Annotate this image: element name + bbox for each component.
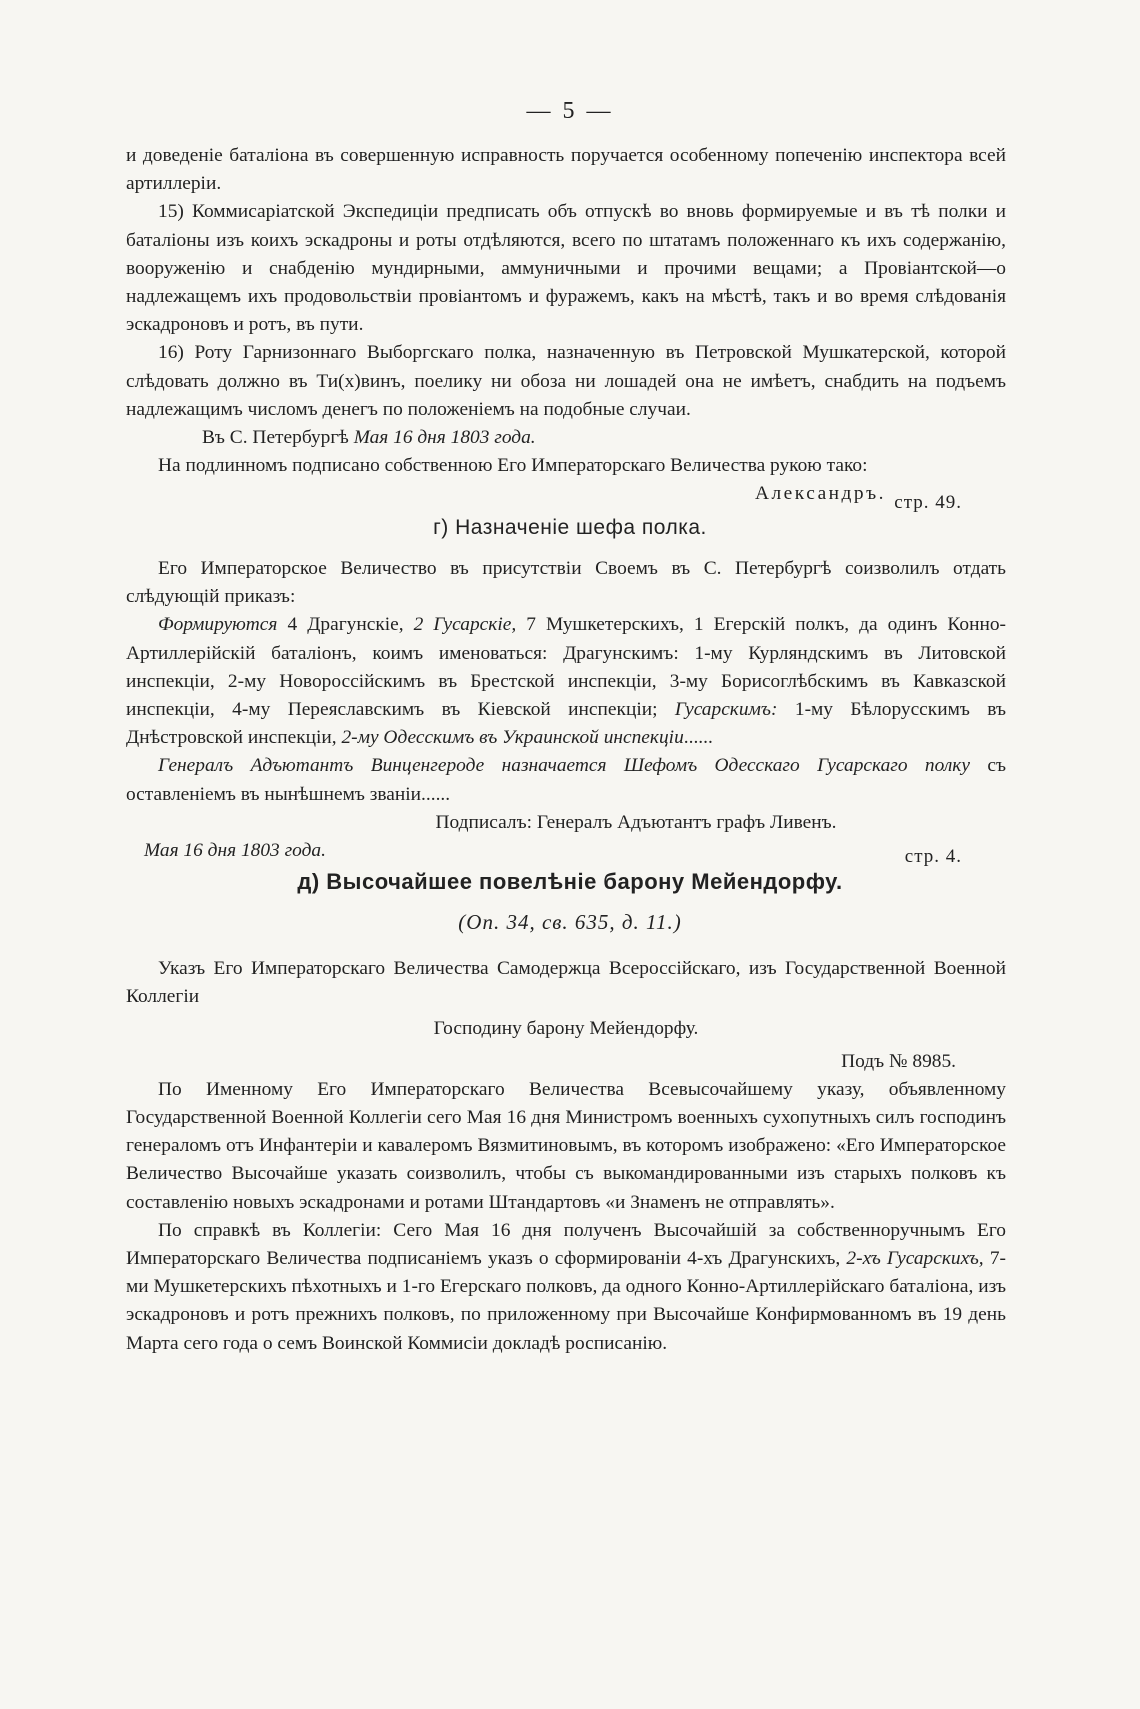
section-heading: г) Назначеніе шефа полка. xyxy=(433,516,707,539)
addressee: Господину барону Мейендорфу. xyxy=(433,1018,699,1040)
text: 1-му Бѣлорусскимъ въ Днѣстровской инспекціи, xyxy=(126,699,1006,749)
italic-text: 2 Гусарскіе, xyxy=(413,614,517,636)
section-chief-appointment xyxy=(126,555,1006,865)
appointment-paragraph xyxy=(126,752,1006,808)
italic-text: 2-хъ Гусарскихъ, xyxy=(846,1248,984,1270)
decree-title: Указъ Его Императорскаго Величества Самодержца Всероссійскаго, изъ Государственной Военной Коллегіи xyxy=(126,958,1006,1008)
page-reference: стр. 4. xyxy=(904,846,962,867)
signature: Александръ. xyxy=(755,483,886,505)
signed-note: На подлинномъ подписано собственною Его Императорскаго Величества рукою тако: xyxy=(158,455,868,477)
italic-text: Формируются xyxy=(158,614,278,636)
text: съ оставленіемъ въ нынѣшнемъ званіи...... xyxy=(126,755,1006,805)
paragraph: Его Императорское Величество въ присутствіи Своемъ въ С. Петербургѣ соизволилъ отдать слѣдующій приказъ: xyxy=(126,558,1006,608)
paragraph: По Именному Его Императорскаго Величества Всевысочайшему указу, объявленному Государственной Военной Коллегіи сего Мая 16 дня Министромъ военныхъ сухопутныхъ силъ господинъ генераломъ отъ Инфантеріи и кавалеромъ Вязмитиновымъ, въ которомъ изображено: «Его Императорское Величество Высочайше указать соизволилъ, чтобы съ выкомандированными изъ старыхъ полковъ къ составленію новыхъ эскадронами и ротами Штандартовъ «и Знаменъ не отправлять». xyxy=(126,1078,1006,1213)
order-paragraph xyxy=(126,611,1006,752)
paragraph xyxy=(126,1217,1006,1358)
text: ...... xyxy=(683,727,713,749)
italic-text: 2-му Одесскимъ въ Украинской инспекціи xyxy=(341,727,684,749)
paragraph: и доведеніе баталіона въ совершенную исправность поручается особенному попеченію инспектора всей артиллеріи. xyxy=(126,145,1006,195)
page-number: — 5 — xyxy=(526,98,614,124)
place-date-line xyxy=(126,424,1006,452)
section-meyendorff xyxy=(126,955,1006,1358)
text: 7-ми Мушкетерскихъ пѣхотныхъ и 1-го Егерскаго полковъ, да одного Конно-Артиллерійскаго баталіона, изъ эскадроновъ и ротъ прежнихъ полковъ, по приложенному при Высочайше Конфирмованномъ въ 19 день Марта сего года о семъ Воинской Коммисіи докладѣ росписанію. xyxy=(126,1248,1006,1354)
archive-reference: (Оп. 34, св. 635, д. 11.) xyxy=(458,910,682,934)
text: По справкѣ въ Коллегіи: Сего Мая 16 дня полученъ Высочайшій за собственноручнымъ Его Императорскаго Величества подписаніемъ указъ о сформированіи 4-хъ Драгунскихъ, xyxy=(126,1219,1006,1270)
signed-line: Подписалъ: Генералъ Адъютантъ графъ Ливенъ. xyxy=(435,811,837,833)
date: Мая 16 дня 1803 года. xyxy=(353,427,536,449)
page-reference: стр. 49. xyxy=(894,492,962,513)
italic-text: Гусарскимъ: xyxy=(674,699,778,721)
text: 7 Мушкетерскихъ, 1 Егерскій полкъ, да одинъ Конно-Артиллерійскій баталіонъ, коимъ именоваться: Драгунскимъ: 1-му Курляндскимъ въ Литовской инспекціи, 2-му Новороссійскимъ въ Брестской инспекціи, 3-му Борисоглѣбскимъ въ Кавказской инспекціи, 4-му Переяславскимъ въ Кіевской инспекціи; xyxy=(126,614,1006,721)
section-decree-end xyxy=(126,142,1006,509)
document-number: Подъ № 8985. xyxy=(841,1050,956,1072)
paragraph-15: 15) Коммисаріатской Экспедиціи предписать объ отпускѣ во вновь формируемые и въ тѣ полки и баталіоны изъ коихъ эскадроны и роты отдѣляются, всего по штатамъ положеннаго къ ихъ содержанію, вооруженію и снабденію мундирными, аммуничными и прочими вещами; а Провіантской—о надлежащемъ ихъ продовольствіи провіантомъ и фуражемъ, какъ на мѣстѣ, такъ и во время слѣдованія эскадроновъ и ротъ, въ пути. xyxy=(126,201,1006,336)
section-heading: д) Высочайшее повелѣніе барону Мейендорфу. xyxy=(297,869,843,894)
text: 4 Драгунскіе, xyxy=(277,614,414,636)
paragraph-16: 16) Роту Гарнизоннаго Выборгскаго полка, назначенную въ Петровской Мушкатерской, которой слѣдовать должно въ Ти(х)винъ, поелику ни обоза ни лошадей она не имѣетъ, снабдить на подъемъ надлежащимъ числомъ денегъ по положеніемъ на подобные случаи. xyxy=(126,342,1006,420)
italic-text: Генералъ Адъютантъ Винценгероде назначается Шефомъ Одесскаго Гусарскаго полку xyxy=(158,755,970,777)
place: Въ С. Петербургѣ xyxy=(202,427,349,449)
date: Мая 16 дня 1803 года. xyxy=(144,840,326,862)
